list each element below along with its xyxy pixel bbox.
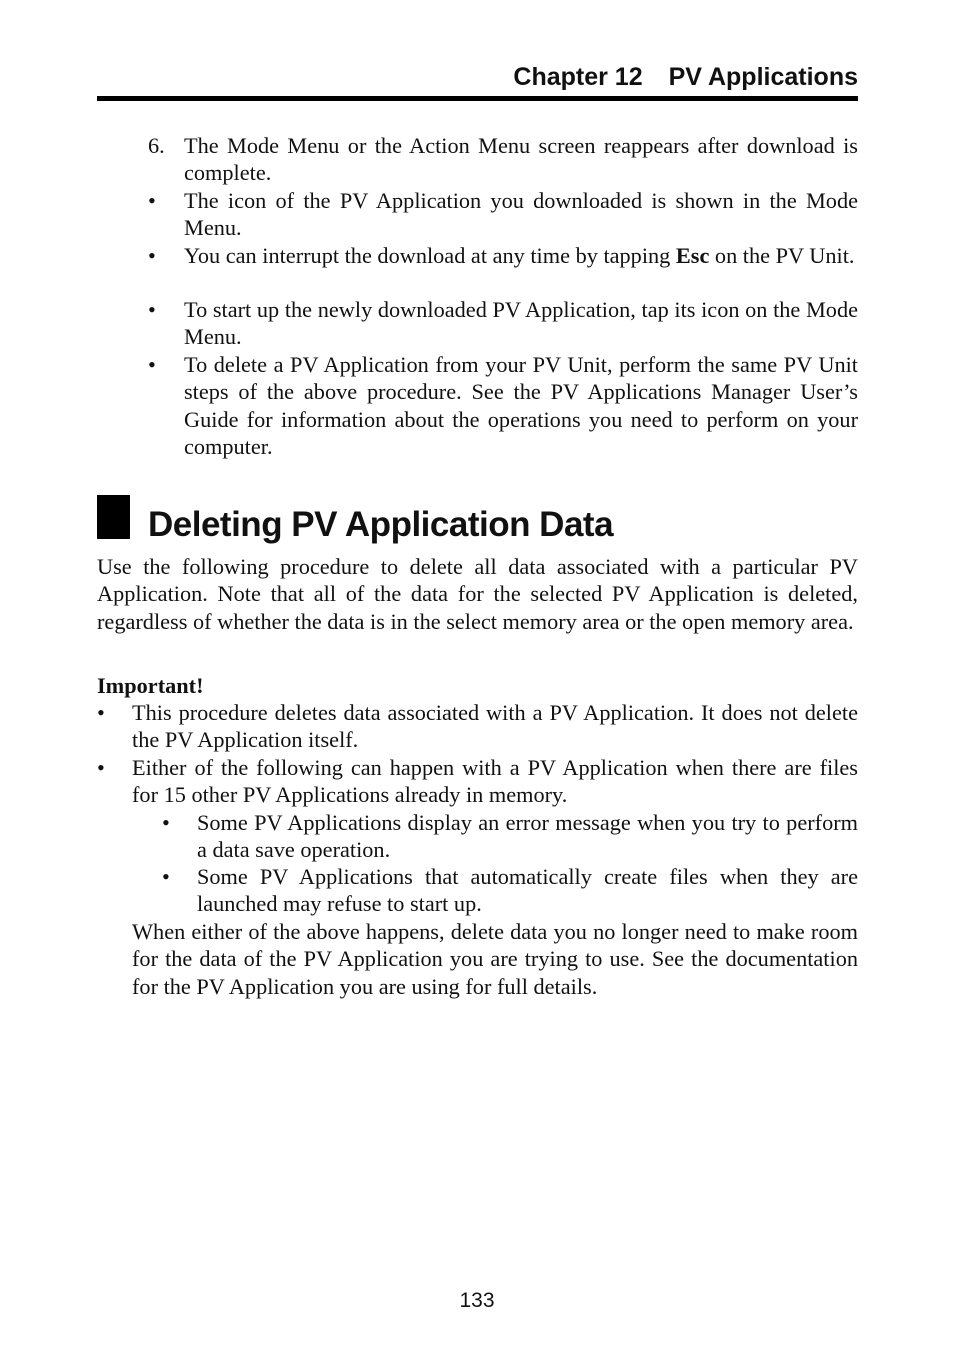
- list-item: The icon of the PV Application you downloaded is shown in the Mode Menu.: [184, 188, 858, 241]
- closing-paragraph: When either of the above happens, delete data you no longer need to make room for the data of the PV Application you are trying to use. See the documentation for the PV Application you are using for full details.: [132, 919, 858, 999]
- intro-paragraph: Use the following procedure to delete all data associated with a particular PV Application. Note that all of the data for the selected PV Application is deleted, regardless of whether the data is in the select memory area or the open memory area.: [97, 554, 858, 634]
- step-text: The Mode Menu or the Action Menu screen reappears after download is complete.: [184, 133, 858, 186]
- bullet-marker: •: [148, 243, 156, 268]
- header-chapter: Chapter 12: [513, 63, 643, 91]
- bullet-marker: •: [148, 297, 156, 322]
- section-title: Deleting PV Application Data: [148, 505, 614, 544]
- step-number: 6.: [148, 133, 165, 158]
- sub-list-item: Some PV Applications display an error message when you try to perform a data save operation.: [197, 810, 858, 863]
- bullet-marker: •: [97, 700, 105, 725]
- list-item: To delete a PV Application from your PV Unit, perform the same PV Unit steps of the above procedure. See the PV Applications Manager User’s Guide for information about the operations you need to perform on your computer.: [184, 352, 858, 459]
- bullet-marker: •: [148, 188, 156, 213]
- page-number: 133: [459, 1289, 495, 1312]
- list-item: This procedure deletes data associated with a PV Application. It does not delete the PV Application itself.: [132, 700, 858, 753]
- running-header: [97, 60, 858, 94]
- header-rule: [97, 96, 858, 101]
- bullet-marker: •: [148, 352, 156, 377]
- sub-list-item: Some PV Applications that automatically create files when they are launched may refuse to start up.: [197, 864, 858, 917]
- sub-bullet-marker: •: [162, 864, 170, 889]
- header-title: PV Applications: [668, 63, 858, 91]
- list-item: Either of the following can happen with a PV Application when there are files for 15 other PV Applications already in memory.: [132, 755, 858, 808]
- list-item: To start up the newly downloaded PV Application, tap its icon on the Mode Menu.: [184, 297, 858, 350]
- important-label: Important!: [97, 673, 204, 698]
- esc-key-label: Esc: [675, 243, 710, 268]
- section-marker-block: [97, 495, 130, 539]
- bullet-marker: •: [97, 755, 105, 780]
- list-item: You can interrupt the download at any time by tapping Esc on the PV Unit.: [184, 243, 855, 268]
- sub-bullet-marker: •: [162, 810, 170, 835]
